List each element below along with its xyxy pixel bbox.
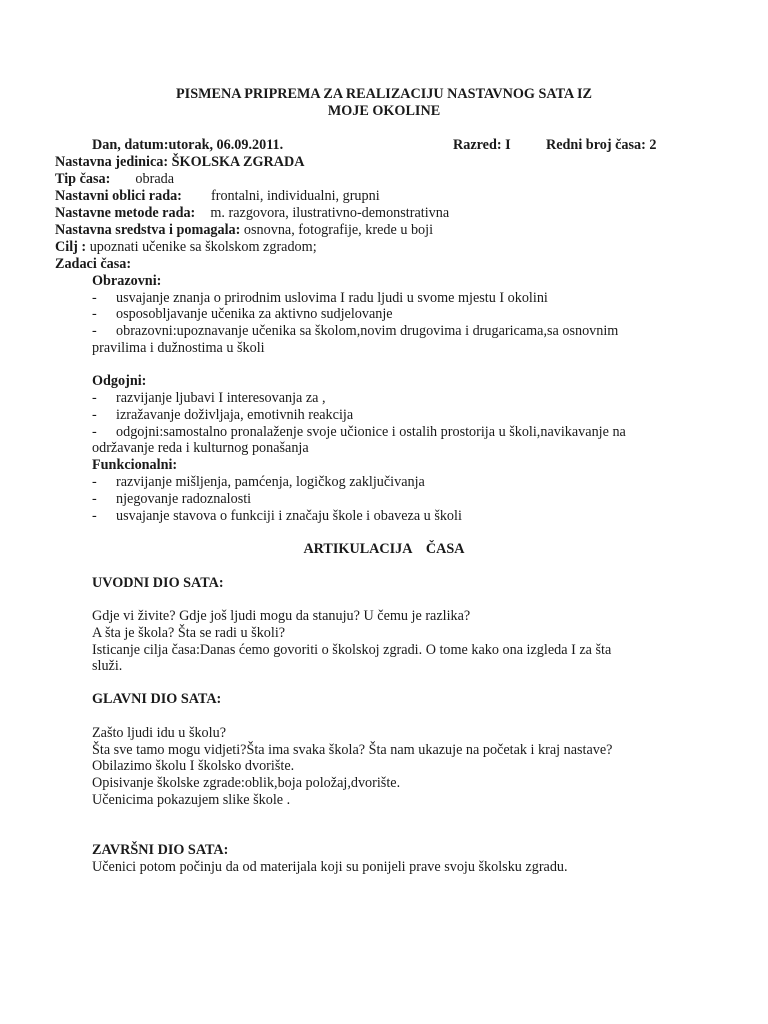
artikulacija-heading: ARTIKULACIJA ČASA: [303, 541, 465, 557]
meta-label: Nastavna sredstva i pomagala:: [55, 222, 241, 238]
meta-label: Cilj :: [55, 239, 87, 255]
bullet-dash: -: [92, 323, 97, 339]
uvodni-line: A šta je škola? Šta se radi u školi?: [92, 625, 286, 641]
meta-value: frontalni, individualni, grupni: [211, 188, 380, 204]
bullet-dash: -: [92, 474, 97, 490]
list-item: - usvajanje stavova o funkciji i značaju škole i obaveza u školi: [92, 508, 462, 524]
obrazovni-heading: Obrazovni:: [92, 273, 162, 289]
list-item-continuation: održavanje reda i kulturnog ponašanja: [92, 440, 309, 456]
list-item: - usvajanje znanja o prirodnim uslovima I radu ljudi u svome mjestu I okolini: [92, 290, 548, 306]
bullet-dash: -: [92, 407, 97, 423]
uvodni-line: služi.: [92, 658, 123, 674]
meta-row-nastavni-oblici: [55, 188, 380, 205]
meta-value: obrada: [135, 171, 175, 187]
funkcionalni-heading: Funkcionalni:: [92, 457, 178, 473]
zavrsni-heading: ZAVRŠNI DIO SATA:: [92, 842, 229, 858]
meta-value: osnovna, fotografije, krede u boji: [243, 222, 434, 238]
uvodni-heading: UVODNI DIO SATA:: [92, 575, 224, 591]
meta-label: Tip časa:: [55, 171, 111, 187]
bullet-dash: -: [92, 508, 97, 524]
meta-label: Nastavne metode rada:: [55, 205, 196, 221]
meta-row-nastavna-sredstva: [55, 222, 433, 239]
list-item: - osposobljavanje učenika za aktivno sudjelovanje: [92, 306, 393, 322]
bullet-dash: -: [92, 306, 97, 322]
dan-datum: Dan, datum:utorak, 06.09.2011.: [92, 137, 284, 153]
meta-row-cilj: [55, 239, 317, 256]
list-item: - razvijanje mišljenja, pamćenja, logičkog zaključivanja: [92, 474, 425, 490]
uvodni-line: Gdje vi živite? Gdje još ljudi mogu da stanuju? U čemu je razlika?: [92, 608, 471, 624]
list-item-continuation: pravilima i dužnostima u školi: [92, 340, 265, 356]
glavni-line: Šta sve tamo mogu vidjeti?Šta ima svaka škola? Šta nam ukazuje na početak i kraj nastave?: [92, 742, 613, 758]
title-line-2: MOJE OKOLINE: [327, 103, 441, 119]
meta-label: Nastavni oblici rada:: [55, 188, 182, 204]
list-item: - obrazovni:upoznavanje učenika sa školom,novim drugovima i drugaricama,sa osnovnim: [92, 323, 619, 339]
list-item: - njegovanje radoznalosti: [92, 491, 252, 507]
bullet-dash: -: [92, 424, 97, 440]
redni-broj: Redni broj časa: 2: [546, 137, 657, 153]
bullet-dash: -: [92, 491, 97, 507]
list-item: - odgojni:samostalno pronalaženje svoje učionice i ostalih prostorija u školi,navikavanje na: [92, 424, 626, 440]
meta-value: upoznati učenike sa školskom zgradom;: [89, 239, 317, 255]
bullet-dash: -: [92, 390, 97, 406]
glavni-line: Opisivanje školske zgrade:oblik,boja položaj,dvorište.: [92, 775, 401, 791]
meta-value: ŠKOLSKA ZGRADA: [171, 154, 305, 170]
meta-row-nastavne-metode: [55, 205, 449, 222]
list-item: - izražavanje doživljaja, emotivnih reakcija: [92, 407, 354, 423]
zavrsni-line: Učenici potom počinju da od materijala koji su ponijeli prave svoju školsku zgradu.: [92, 859, 568, 875]
razred: Razred: I: [453, 137, 511, 153]
glavni-heading: GLAVNI DIO SATA:: [92, 691, 222, 707]
glavni-line: Obilazimo školu I školsko dvorište.: [92, 758, 295, 774]
bullet-dash: -: [92, 290, 97, 306]
meta-row-nastavna-jedinica: [55, 154, 305, 171]
meta-label: Nastavna jedinica:: [55, 154, 169, 170]
list-item: - razvijanje ljubavi I interesovanja za ,: [92, 390, 326, 406]
zadaci-heading: Zadaci časa:: [55, 256, 132, 272]
meta-value: m. razgovora, ilustrativno-demonstrativna: [210, 205, 450, 221]
glavni-line: Zašto ljudi idu u školu?: [92, 725, 226, 741]
glavni-line: Učenicima pokazujem slike škole .: [92, 792, 291, 808]
title-line-1: PISMENA PRIPREMA ZA REALIZACIJU NASTAVNOG SATA IZ: [176, 86, 592, 102]
odgojni-heading: Odgojni:: [92, 373, 147, 389]
uvodni-line: Isticanje cilja časa:Danas ćemo govoriti o školskoj zgradi. O tome kako ona izgleda I za šta: [92, 642, 612, 658]
meta-row-tip-casa: [55, 171, 174, 188]
